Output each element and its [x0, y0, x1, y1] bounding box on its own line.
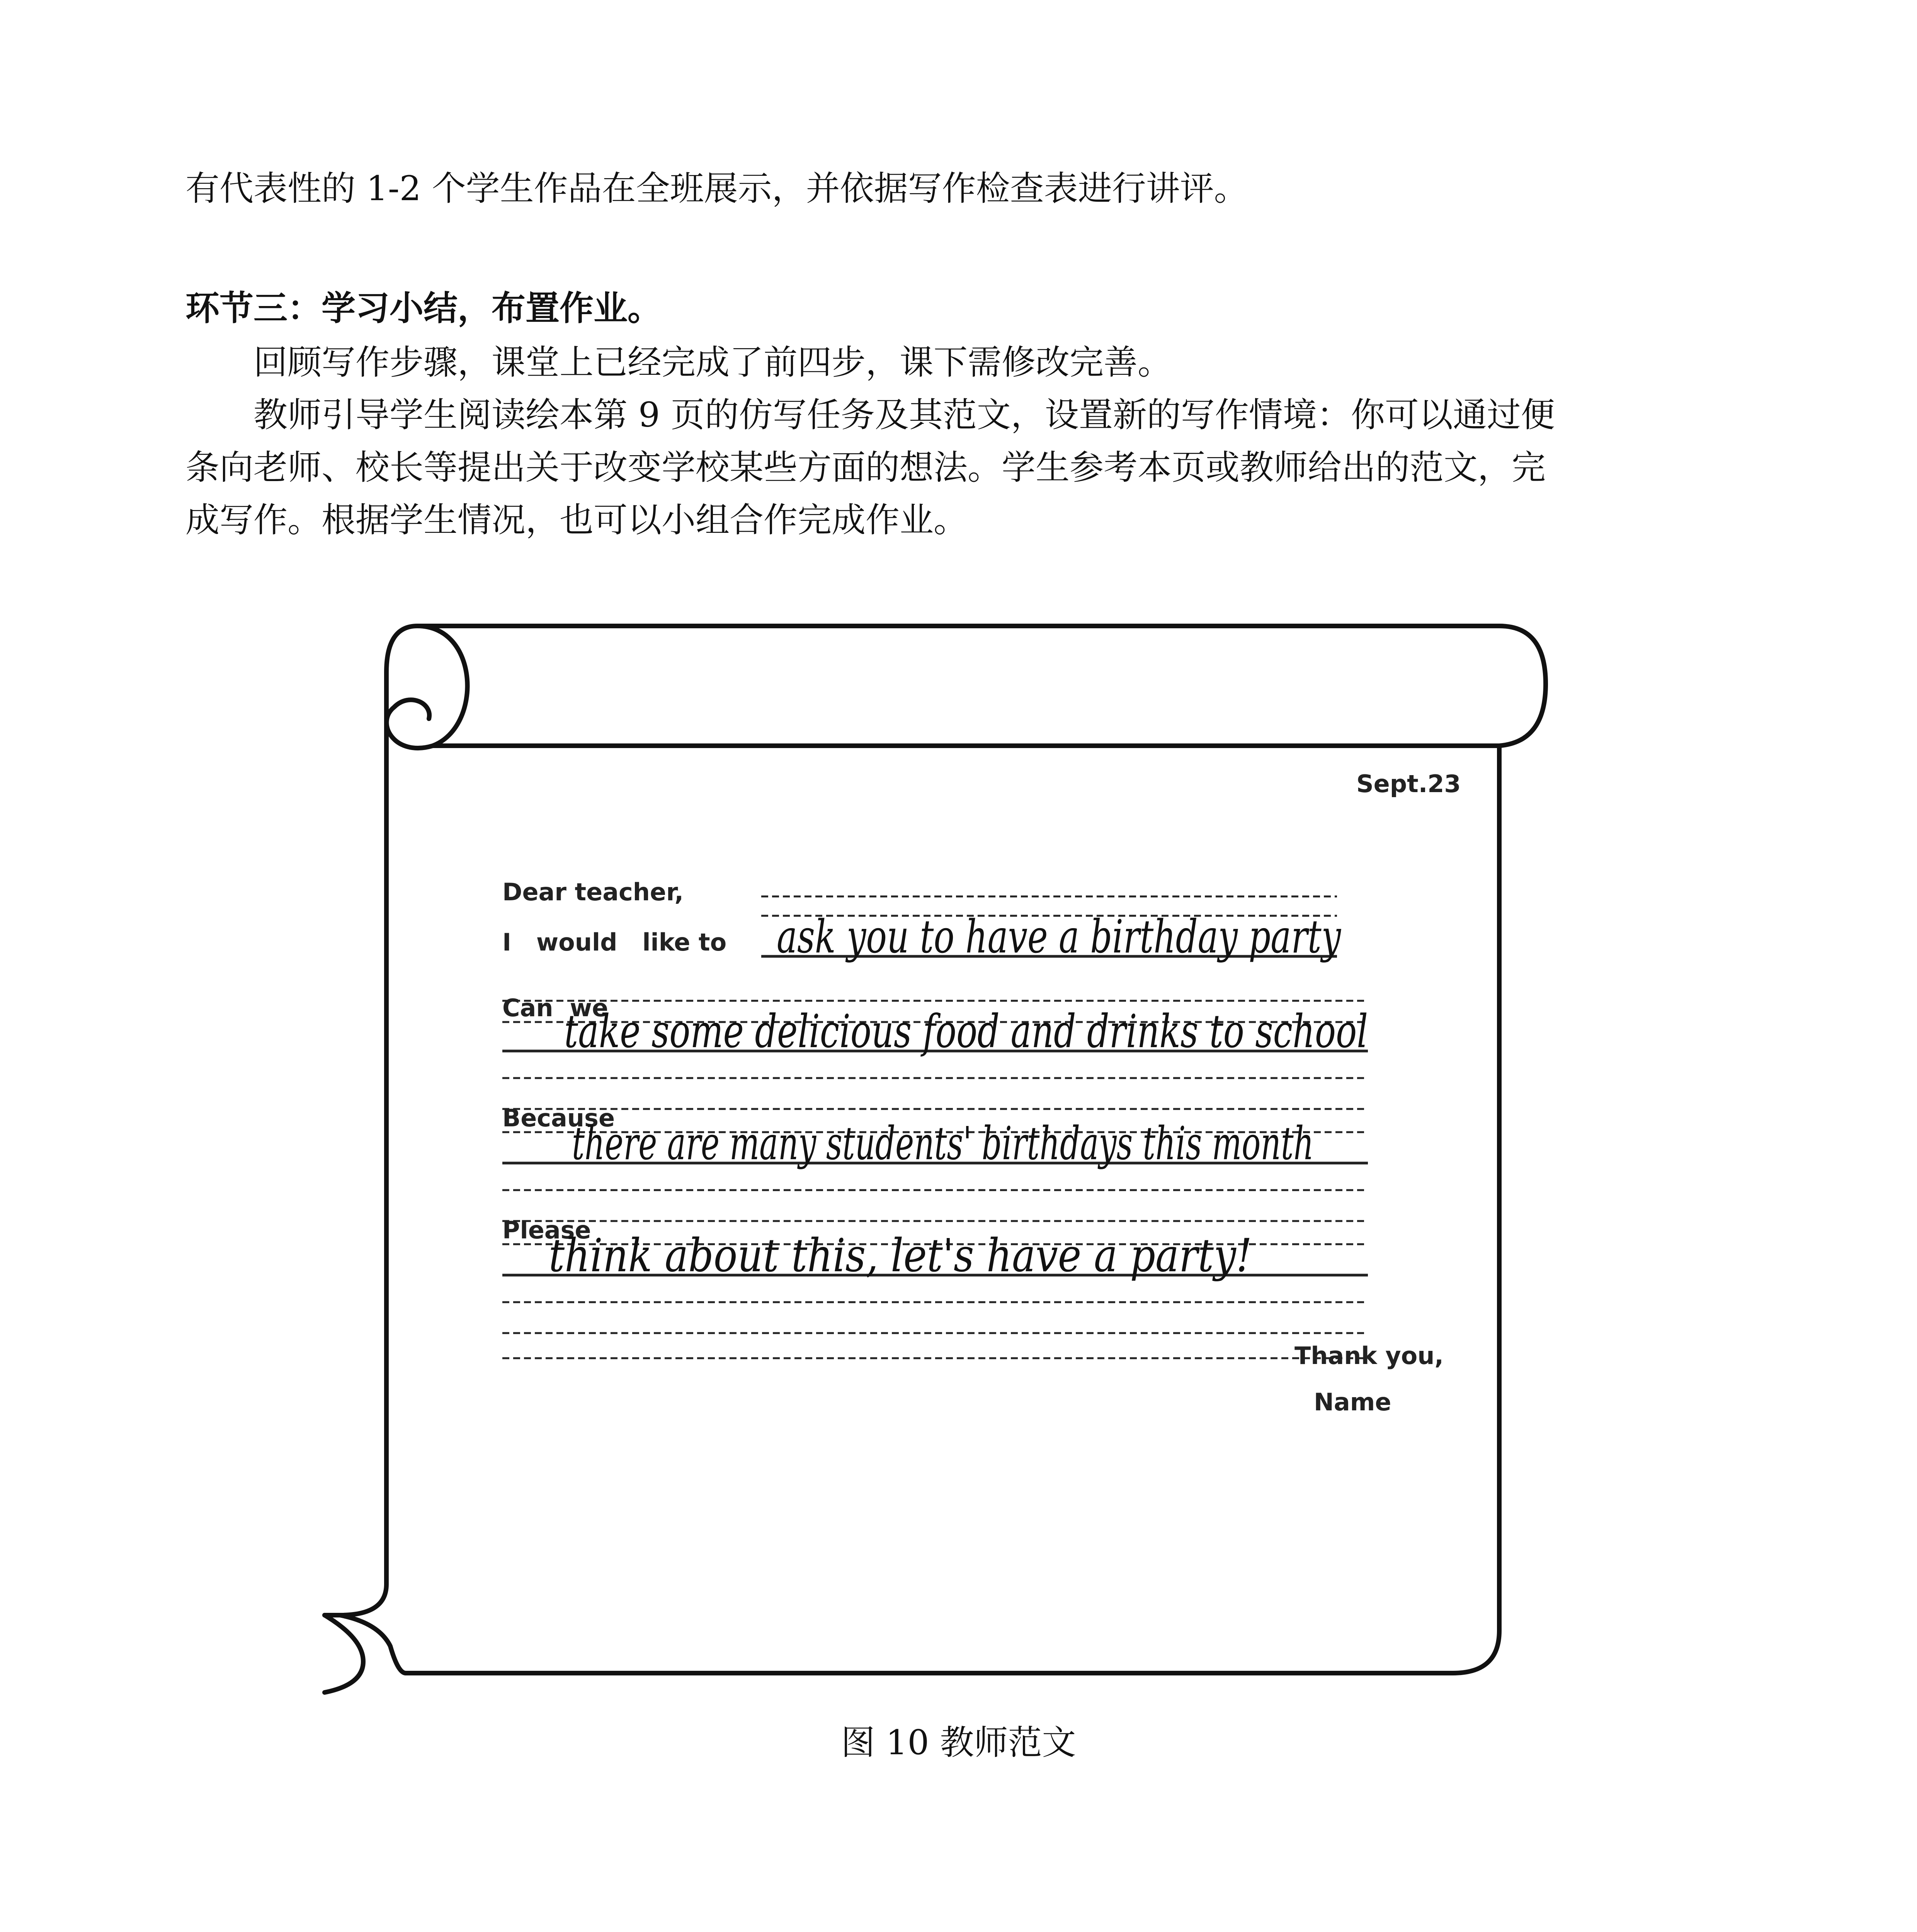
paragraph-2-line-3: 成写作。根据学生情况，也可以小组合作完成作业。: [185, 500, 968, 540]
solid-baselines: [502, 956, 1368, 1275]
note-closing: Thank you,: [1294, 1342, 1444, 1370]
section-heading: 环节三：学习小结，布置作业。: [185, 288, 662, 328]
note-greeting: Dear teacher,: [502, 878, 684, 906]
note-signature: Name: [1314, 1388, 1391, 1416]
teacher-model-note-figure: [317, 595, 1600, 1700]
figure-caption: 图 10 教师范文: [841, 1723, 1076, 1762]
paragraph-1: 回顾写作步骤，课堂上已经完成了前四步，课下需修改完善。: [253, 342, 1172, 382]
handwriting-line-4: think about this, let's have a party!: [549, 1229, 1252, 1282]
note-prompt-would: I would like to: [502, 928, 727, 956]
handwriting-line-2: take some delicious food and drinks to school: [564, 1005, 1368, 1058]
paragraph-2-line-1: 教师引导学生阅读绘本第 9 页的仿写任务及其范文，设置新的写作情境：你可以通过便: [253, 395, 1555, 435]
note-prompt-because: Because: [502, 1104, 615, 1132]
paragraph-2-line-2: 条向老师、校长等提出关于改变学校某些方面的想法。学生参考本页或教师给出的范文，完: [185, 447, 1546, 487]
handwriting-line-3: there are many students' birthdays this month: [572, 1117, 1314, 1170]
intro-line: 有代表性的 1-2 个学生作品在全班展示，并依据写作检查表进行讲评。: [185, 168, 1248, 208]
handwriting-line-1: ask you to have a birthday party: [777, 910, 1342, 963]
note-prompt-please: Please: [502, 1216, 591, 1244]
note-date: Sept.23: [1356, 770, 1461, 798]
note-prompt-can: Can we: [502, 994, 608, 1022]
